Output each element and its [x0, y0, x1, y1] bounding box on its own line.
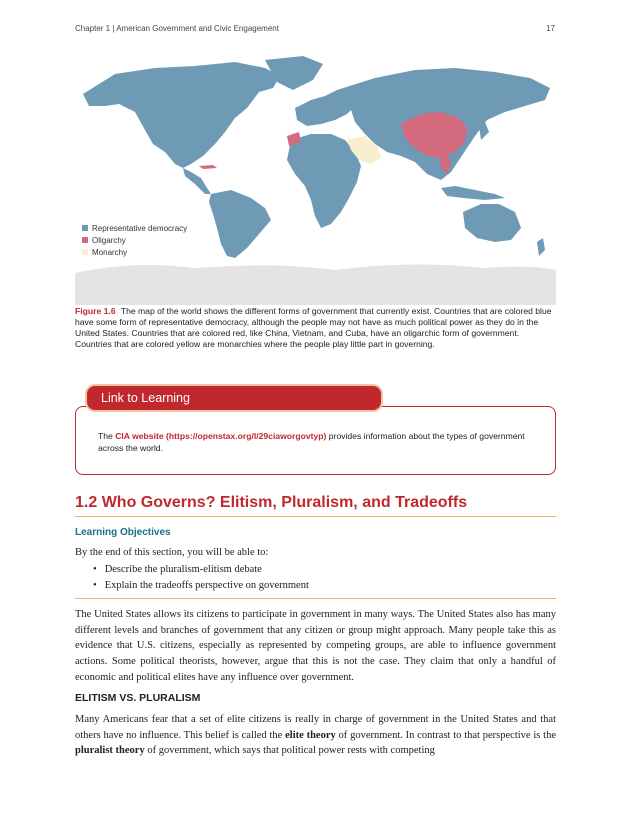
figure-caption — [75, 306, 556, 350]
chapter-running-head: Chapter 1 | American Government and Civic Engagement — [75, 24, 279, 33]
legend-label: Monarchy — [92, 247, 128, 257]
legend-label: Oligarchy — [92, 235, 126, 245]
legend-swatch — [82, 249, 88, 255]
page-number: 17 — [546, 24, 555, 33]
paragraph2-part-a: Many Americans fear that a set of elite citizens is really in charge of government in the United States and that others have no influence. This belief is called the — [75, 714, 556, 741]
link-suffix: provides information about the types of government across the world. — [98, 431, 525, 453]
paragraph2-part-c: of government, which says that political power rests with competing — [144, 745, 435, 757]
section-title-rule — [75, 516, 556, 517]
legend-item-monarchy — [82, 246, 187, 258]
section-title: 1.2 Who Governs? Elitism, Pluralism, and Tradeoffs — [75, 494, 468, 511]
cia-website-link[interactable]: CIA website (https://openstax.org/l/29ciaworgovtyp) — [115, 431, 327, 441]
figure-label: Figure 1.6 — [75, 306, 116, 316]
legend-label: Representative democracy — [92, 223, 188, 233]
learning-objectives-title: Learning Objectives — [75, 527, 171, 538]
body-paragraph-1: The United States allows its citizens to participate in government in many ways. The United States also has many different levels and branches of government that any citizen or group might approach. Many people take this as evidence that U.S. citizens, especially as represented by competing groups, are able to influence government actions. Some political theorists, however, argue that this is not the case. They claim that only a handful of economic and political elites have any influence over government. — [75, 609, 556, 683]
map-antarctica — [75, 264, 556, 305]
link-to-learning-title: Link to Learning — [87, 386, 381, 410]
learning-objectives-intro: By the end of this section, you will be able to: — [75, 547, 269, 558]
map-legend — [82, 222, 187, 258]
paragraph2-part-b: of government. In contrast to that perspective is the — [335, 729, 556, 741]
learning-objective-item: • Explain the tradeoffs perspective on government — [93, 578, 309, 594]
objectives-rule — [75, 598, 556, 599]
learning-objective-item: • Describe the pluralism-elitism debate — [93, 562, 309, 578]
link-prefix: The — [98, 431, 116, 441]
legend-swatch — [82, 237, 88, 243]
legend-item-representative-democracy — [82, 222, 187, 234]
world-government-map — [75, 48, 556, 305]
legend-swatch — [82, 225, 88, 231]
legend-item-oligarchy — [82, 234, 187, 246]
term-elite-theory: elite theory — [285, 729, 336, 741]
link-to-learning-text — [98, 430, 528, 454]
subheading: ELITISM VS. PLURALISM — [75, 692, 201, 704]
page-header — [75, 24, 555, 38]
term-pluralist-theory: pluralist theory — [75, 745, 145, 757]
figure-caption-text: The map of the world shows the different forms of government that currently exist. Countries that are colored blue have some form of representative democracy, although the people may not have as much political power as they do in the United States. Countries that are colored red, like China, Vietnam, and Cuba, have an oligarchic form of government. Countries that are colored yellow are monarchies where the people play little part in governing. — [75, 306, 552, 349]
learning-objectives-list — [93, 562, 309, 594]
body-paragraph-2 — [75, 712, 556, 759]
